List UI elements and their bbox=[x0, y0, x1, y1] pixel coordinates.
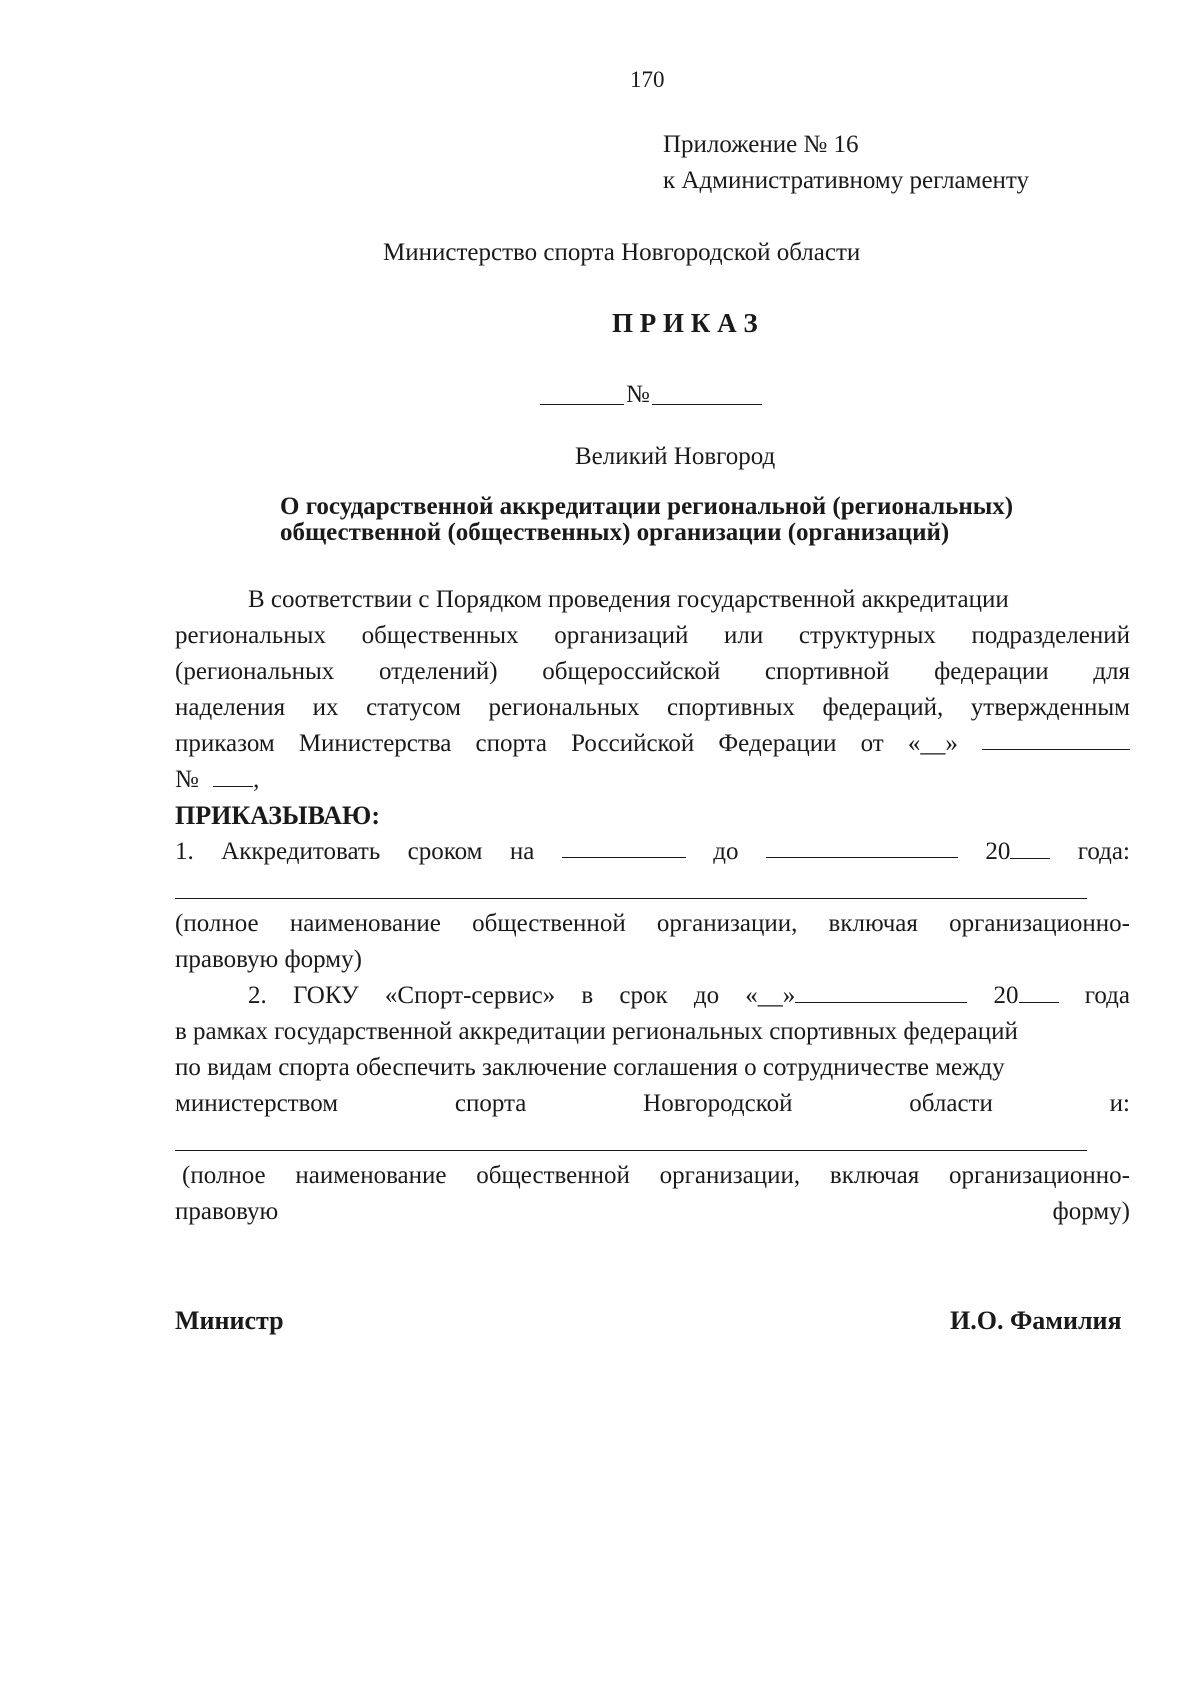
deadline-date-field bbox=[745, 983, 967, 1008]
word: ГОКУ bbox=[292, 982, 359, 1009]
word: их bbox=[312, 694, 339, 721]
word: до bbox=[713, 838, 739, 865]
word: общественной bbox=[472, 910, 626, 937]
word: Федерации bbox=[718, 730, 837, 757]
word: правовую bbox=[175, 1198, 279, 1225]
word: включая bbox=[828, 910, 918, 937]
word: региональных bbox=[175, 622, 326, 649]
item-2-line-2: в рамках государственной аккредитации региональных спортивных федераций bbox=[175, 1018, 1018, 1045]
word: включая bbox=[829, 1162, 920, 1189]
day-quotes: «__» bbox=[745, 982, 796, 1009]
page-number: 170 bbox=[630, 67, 665, 92]
word: отделений) bbox=[378, 658, 498, 685]
word: до bbox=[693, 982, 720, 1009]
word: сроком bbox=[407, 838, 483, 865]
word: утвержденным bbox=[970, 694, 1130, 721]
word: организационно- bbox=[949, 910, 1130, 937]
word: организационно- bbox=[949, 1162, 1130, 1189]
word: статусом bbox=[366, 694, 461, 721]
signature-position: Министр bbox=[175, 1306, 284, 1335]
word: организации, bbox=[659, 1162, 801, 1189]
word: общественной bbox=[476, 1162, 630, 1189]
word: области bbox=[909, 1090, 993, 1117]
word: в bbox=[581, 982, 594, 1009]
word: года bbox=[1084, 982, 1130, 1009]
month-blank bbox=[795, 984, 967, 1003]
word: федераций, bbox=[822, 694, 944, 721]
word: наименование bbox=[295, 1162, 447, 1189]
word: или bbox=[724, 622, 764, 649]
item-1-caption-line-1 bbox=[175, 911, 1130, 936]
preamble-line-3 bbox=[175, 659, 1130, 684]
word: спортивных bbox=[667, 694, 795, 721]
year-blank bbox=[1019, 984, 1059, 1003]
word: структурных bbox=[798, 622, 936, 649]
word: федерации bbox=[934, 658, 1049, 685]
word: для bbox=[1093, 658, 1130, 685]
order-number-sign: № bbox=[626, 381, 650, 408]
word: Новгородской bbox=[643, 1090, 793, 1117]
word: спорта bbox=[475, 730, 547, 757]
number-sign: № bbox=[175, 766, 199, 793]
word: региональных bbox=[488, 694, 640, 721]
year-field bbox=[985, 839, 1050, 864]
item-2-caption-line-2 bbox=[175, 1199, 1130, 1224]
word: спортивной bbox=[764, 658, 890, 685]
ministry-name: Министерство спорта Новгородской области bbox=[383, 239, 861, 266]
order-title-line-1: О государственной аккредитации региональной (региональных) bbox=[280, 493, 1014, 520]
word: наделения bbox=[175, 694, 286, 721]
preamble-line-2 bbox=[175, 623, 1130, 648]
word: (региональных bbox=[175, 658, 335, 685]
word: и: bbox=[1109, 1090, 1130, 1117]
item-1-caption-line-2: правовую форму) bbox=[175, 946, 362, 973]
word: года: bbox=[1077, 838, 1130, 865]
term-blank bbox=[562, 839, 686, 858]
word: на bbox=[509, 838, 535, 865]
item-number: 2. bbox=[248, 982, 267, 1009]
word: министерством bbox=[175, 1090, 339, 1117]
word: срок bbox=[619, 982, 668, 1009]
word: наименование bbox=[289, 910, 441, 937]
word: (полное bbox=[175, 910, 259, 937]
word: общероссийской bbox=[542, 658, 721, 685]
word: общественных bbox=[361, 622, 519, 649]
order-directive-word: ПРИКАЗЫВАЮ: bbox=[175, 801, 380, 830]
signature-name: И.О. Фамилия bbox=[950, 1306, 1122, 1335]
word: приказом bbox=[175, 730, 275, 757]
comma: , bbox=[253, 766, 260, 793]
appendix-line-1: Приложение № 16 bbox=[663, 131, 859, 158]
order-title-line-2: общественной (общественных) организации (организаций) bbox=[280, 519, 950, 546]
item-2-caption-line-1 bbox=[182, 1163, 1130, 1188]
word: «__» bbox=[907, 730, 958, 757]
word: Министерства bbox=[298, 730, 452, 757]
word: от bbox=[860, 730, 884, 757]
word: «Спорт-сервис» bbox=[384, 982, 556, 1009]
item-2-line-3: по видам спорта обеспечить заключение соглашения о сотрудничестве между bbox=[175, 1054, 1005, 1081]
year-field bbox=[994, 983, 1059, 1008]
item-2-line-4 bbox=[175, 1091, 1130, 1116]
document-type-heading: П Р И К А З bbox=[612, 308, 758, 338]
item-number: 1. bbox=[175, 838, 194, 865]
item-1-line bbox=[175, 839, 1130, 864]
decree-number-blank bbox=[213, 768, 253, 787]
end-date-blank bbox=[766, 839, 958, 858]
decree-date-blank bbox=[982, 731, 1130, 750]
preamble-line-4 bbox=[175, 695, 1130, 720]
word: Аккредитовать bbox=[221, 838, 381, 865]
word: организаций bbox=[554, 622, 689, 649]
preamble-line-5 bbox=[175, 731, 1130, 756]
word: организации, bbox=[656, 910, 798, 937]
organization-name-line-2 bbox=[175, 1150, 1087, 1151]
preamble-line-1: В соответствии с Порядком проведения государственной аккредитации bbox=[248, 586, 1009, 613]
year-blank bbox=[1010, 840, 1050, 859]
item-2-line-1 bbox=[248, 983, 1130, 1008]
word: форму) bbox=[1052, 1198, 1130, 1225]
preamble-line-6 bbox=[175, 767, 259, 792]
organization-name-line-1 bbox=[175, 898, 1087, 899]
word: спорта bbox=[454, 1090, 527, 1117]
word: (полное bbox=[182, 1162, 266, 1189]
year-prefix: 20 bbox=[993, 982, 1019, 1009]
word: подразделений bbox=[971, 622, 1130, 649]
word: Российской bbox=[571, 730, 695, 757]
appendix-line-2: к Административному регламенту bbox=[663, 167, 1030, 194]
city-name: Великий Новгород bbox=[575, 443, 776, 470]
year-prefix: 20 bbox=[985, 838, 1011, 865]
